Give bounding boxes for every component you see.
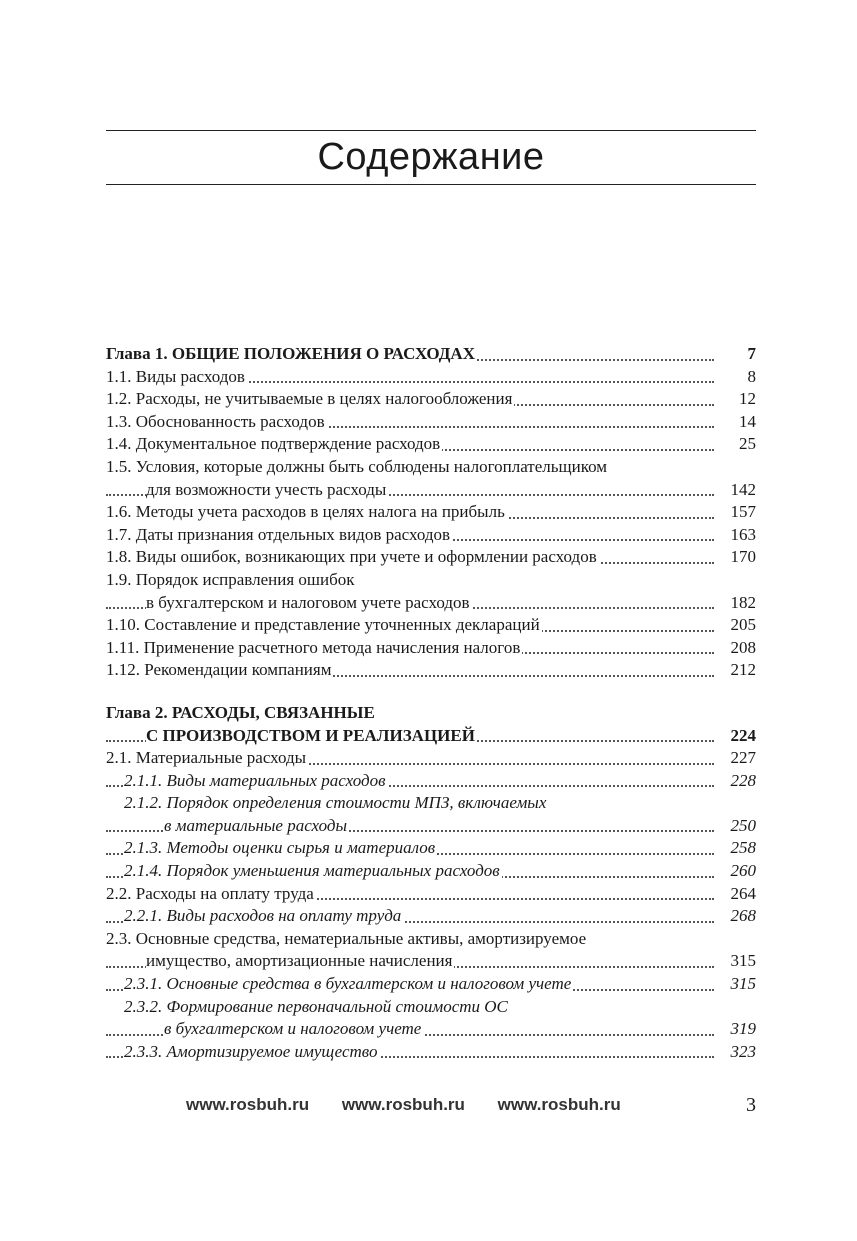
toc-entry[interactable] <box>106 366 756 389</box>
toc-entry-title: Глава 2. РАСХОДЫ, СВЯЗАННЫЕ <box>106 702 377 725</box>
toc-entry-title: 1.8. Виды ошибок, возникающих при учете и оформлении расходов <box>106 546 599 569</box>
title-rule-bottom <box>106 184 756 185</box>
toc-entry-title: 2.1.1. Виды материальных расходов <box>124 770 388 793</box>
toc-entry-title: имущество, амортизационные начисления <box>146 950 454 973</box>
toc-entry-title: 2.1.4. Порядок уменьшения материальных расходов <box>124 860 502 883</box>
toc-entry-page: 227 <box>730 748 756 768</box>
toc-entry-page: 224 <box>730 725 756 745</box>
toc-entry-title: 2.3. Основные средства, нематериальные активы, амортизируемое <box>106 928 588 951</box>
toc-entry-page: 250 <box>730 815 756 835</box>
toc-entry-title: в бухгалтерском и налоговом учете <box>164 1018 423 1041</box>
toc-entry-page: 157 <box>730 502 756 522</box>
toc-entry-title: 2.1. Материальные расходы <box>106 747 308 770</box>
toc-entry-title: 1.4. Документальное подтверждение расходов <box>106 433 442 456</box>
toc-entry[interactable] <box>106 950 756 973</box>
toc-entry-title: 2.3.1. Основные средства в бухгалтерском и налоговом учете <box>124 973 573 996</box>
toc-entry[interactable] <box>106 883 756 906</box>
toc-entry-page: 182 <box>730 592 756 612</box>
toc-entry[interactable] <box>106 928 756 951</box>
toc-entry-title: 2.3.3. Амортизируемое имущество <box>124 1041 379 1064</box>
toc-entry[interactable] <box>106 905 756 928</box>
toc-entry-page: 319 <box>730 1019 756 1039</box>
toc-entry-title: 2.1.3. Методы оценки сырья и материалов <box>124 837 437 860</box>
toc-entry-title: 1.7. Даты признания отдельных видов расходов <box>106 524 452 547</box>
toc-entry-page: 212 <box>730 660 756 680</box>
toc-entry[interactable] <box>106 702 756 725</box>
toc-entry-page: 170 <box>730 547 756 567</box>
toc-entry[interactable] <box>106 815 756 838</box>
page-number: 3 <box>746 1094 756 1116</box>
toc-entry-title: 1.1. Виды расходов <box>106 366 247 389</box>
toc-entry-title: 1.9. Порядок исправления ошибок <box>106 569 356 592</box>
toc-entry-title: 1.12. Рекомендации компаниям <box>106 659 333 682</box>
toc-entry[interactable] <box>106 524 756 547</box>
toc-entry[interactable] <box>106 996 756 1019</box>
toc-entry-page: 264 <box>730 883 756 903</box>
toc-entry-title: в материальные расходы <box>164 815 349 838</box>
footer-links <box>186 1090 649 1120</box>
footer-link[interactable]: www.rosbuh.ru <box>497 1095 621 1114</box>
toc-entry-page: 260 <box>730 861 756 881</box>
toc-entry[interactable] <box>106 770 756 793</box>
toc-entry-page: 12 <box>739 389 756 409</box>
toc-entry-title: в бухгалтерском и налоговом учете расходов <box>146 592 472 615</box>
toc-entry-page: 268 <box>730 906 756 926</box>
toc-entry[interactable] <box>106 1018 756 1041</box>
toc-entry-page: 8 <box>747 366 756 386</box>
toc-entry-page: 163 <box>730 524 756 544</box>
toc-entry-page: 208 <box>730 637 756 657</box>
toc-entry[interactable] <box>106 659 756 682</box>
page-footer <box>0 1090 857 1120</box>
page-title: Содержание <box>317 136 545 178</box>
toc-entry-page: 142 <box>730 479 756 499</box>
toc-entry-title: 1.3. Обоснованность расходов <box>106 411 327 434</box>
toc-entry[interactable] <box>106 479 756 502</box>
toc-entry[interactable] <box>106 343 756 366</box>
toc-entry[interactable] <box>106 973 756 996</box>
toc-entry[interactable] <box>106 411 756 434</box>
toc-entry[interactable] <box>106 433 756 456</box>
toc-gap <box>106 682 756 702</box>
toc-entry[interactable] <box>106 501 756 524</box>
footer-link[interactable]: www.rosbuh.ru <box>186 1095 310 1114</box>
toc-entry-title: 2.2.1. Виды расходов на оплату труда <box>124 905 403 928</box>
toc-entry[interactable] <box>106 388 756 411</box>
toc-entry-page: 323 <box>730 1041 756 1061</box>
toc-entry[interactable] <box>106 792 756 815</box>
toc-entry[interactable] <box>106 456 756 479</box>
toc-entry-title: Глава 1. ОБЩИЕ ПОЛОЖЕНИЯ О РАСХОДАХ <box>106 343 477 366</box>
toc-entry[interactable] <box>106 837 756 860</box>
toc-entry-page: 228 <box>730 770 756 790</box>
toc-entry-page: 14 <box>739 411 756 431</box>
toc-entry-page: 205 <box>730 615 756 635</box>
toc-entry-title: 2.1.2. Порядок определения стоимости МПЗ, включаемых <box>124 792 548 815</box>
toc-entry-title: 1.2. Расходы, не учитываемые в целях налогообложения <box>106 388 514 411</box>
toc-entry-title: 2.2. Расходы на оплату труда <box>106 883 316 906</box>
toc-entry-page: 258 <box>730 838 756 858</box>
toc-entry[interactable] <box>106 569 756 592</box>
table-of-contents <box>106 343 756 1063</box>
toc-entry-page: 25 <box>739 434 756 454</box>
toc-entry[interactable] <box>106 725 756 748</box>
toc-entry-page: 315 <box>730 951 756 971</box>
toc-entry[interactable] <box>106 614 756 637</box>
toc-entry-page: 315 <box>730 974 756 994</box>
toc-entry[interactable] <box>106 860 756 883</box>
toc-entry-title: С ПРОИЗВОДСТВОМ И РЕАЛИЗАЦИЕЙ <box>146 725 477 748</box>
toc-entry-title: 1.11. Применение расчетного метода начисления налогов <box>106 637 522 660</box>
toc-entry[interactable] <box>106 592 756 615</box>
toc-entry-title: 1.5. Условия, которые должны быть соблюдены налогоплательщиком <box>106 456 609 479</box>
toc-entry-title: 1.10. Составление и представление уточненных деклараций <box>106 614 542 637</box>
toc-entry-page: 7 <box>747 344 756 363</box>
title-rule-top <box>106 130 756 131</box>
footer-link[interactable]: www.rosbuh.ru <box>341 1095 465 1114</box>
toc-entry[interactable] <box>106 546 756 569</box>
toc-entry-title: для возможности учесть расходы <box>146 479 388 502</box>
toc-entry[interactable] <box>106 747 756 770</box>
toc-entry-title: 2.3.2. Формирование первоначальной стоимости ОС <box>124 996 510 1019</box>
toc-entry[interactable] <box>106 637 756 660</box>
toc-entry[interactable] <box>106 1041 756 1064</box>
toc-entry-title: 1.6. Методы учета расходов в целях налога на прибыль <box>106 501 507 524</box>
